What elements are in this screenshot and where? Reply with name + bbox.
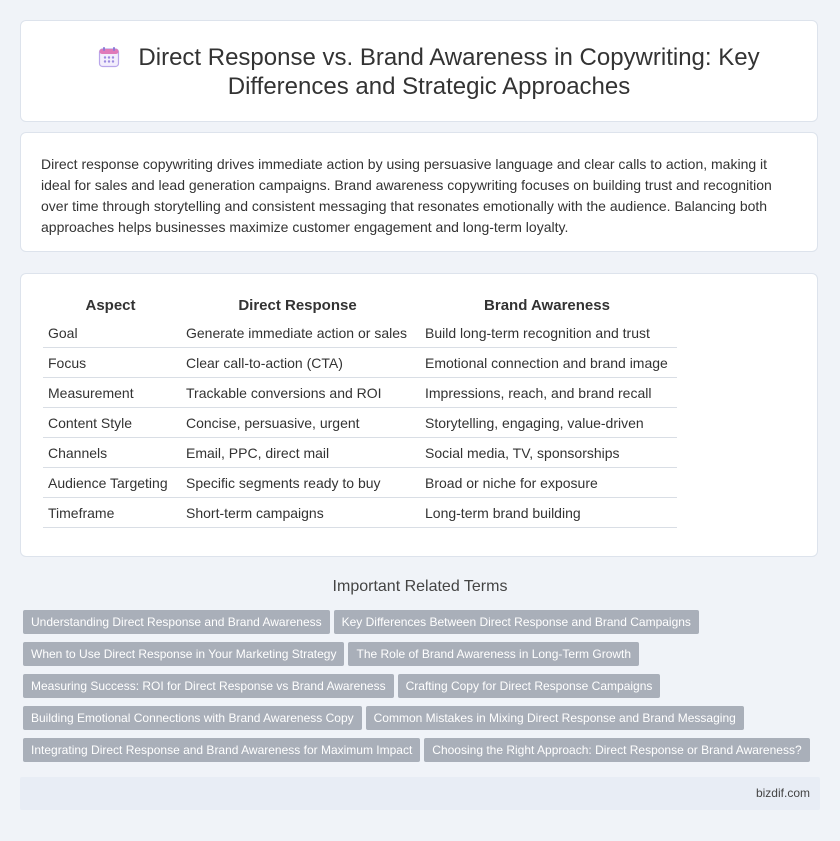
- table-cell: Focus: [43, 348, 178, 378]
- related-term-tag[interactable]: Building Emotional Connections with Brand Awareness Copy: [23, 706, 362, 730]
- page-title: Direct Response vs. Brand Awareness in Copywriting: Key Differences and Strategic Approaches: [138, 44, 760, 100]
- calendar-icon: [98, 46, 120, 68]
- table-row: [43, 348, 677, 378]
- related-term-tag[interactable]: Measuring Success: ROI for Direct Response vs Brand Awareness: [23, 674, 394, 698]
- related-term-tag[interactable]: The Role of Brand Awareness in Long-Term Growth: [348, 642, 639, 666]
- header-brand-awareness: Brand Awareness: [484, 296, 610, 314]
- header-aspect: Aspect: [85, 296, 136, 314]
- table-cell: Long-term brand building: [417, 498, 677, 528]
- table-header-row: [43, 296, 677, 318]
- page-title-wrap: [81, 43, 777, 101]
- table-cell: Trackable conversions and ROI: [178, 378, 417, 408]
- table-cell: Impressions, reach, and brand recall: [417, 378, 677, 408]
- table-cell: Storytelling, engaging, value-driven: [417, 408, 677, 438]
- table-row: [43, 318, 677, 348]
- table-cell: Emotional connection and brand image: [417, 348, 677, 378]
- table-cell: Timeframe: [43, 498, 178, 528]
- tag-row: [23, 642, 823, 666]
- table-cell: Audience Targeting: [43, 468, 178, 498]
- table-cell: Clear call-to-action (CTA): [178, 348, 417, 378]
- table-cell: Short-term campaigns: [178, 498, 417, 528]
- comparison-card: [20, 273, 818, 557]
- related-term-tag[interactable]: Crafting Copy for Direct Response Campaigns: [398, 674, 661, 698]
- related-term-tag[interactable]: Integrating Direct Response and Brand Awareness for Maximum Impact: [23, 738, 420, 762]
- table-cell: Specific segments ready to buy: [178, 468, 417, 498]
- comparison-table: [43, 296, 677, 528]
- tag-row: [23, 706, 823, 730]
- related-term-tag[interactable]: Key Differences Between Direct Response and Brand Campaigns: [334, 610, 699, 634]
- table-cell: Measurement: [43, 378, 178, 408]
- tag-row: [23, 610, 823, 634]
- related-terms-list: [23, 610, 823, 770]
- header-direct-response: Direct Response: [238, 296, 357, 314]
- table-cell: Build long-term recognition and trust: [417, 318, 677, 348]
- table-row: [43, 468, 677, 498]
- table-cell: Broad or niche for exposure: [417, 468, 677, 498]
- tag-row: [23, 674, 823, 698]
- footer-bar: [20, 777, 820, 810]
- title-card: [20, 20, 818, 122]
- table-cell: Generate immediate action or sales: [178, 318, 417, 348]
- table-cell: Email, PPC, direct mail: [178, 438, 417, 468]
- table-cell: Social media, TV, sponsorships: [417, 438, 677, 468]
- table-cell: Concise, persuasive, urgent: [178, 408, 417, 438]
- table-row: [43, 408, 677, 438]
- footer-site-link[interactable]: bizdif.com: [755, 786, 810, 800]
- related-terms-title: Important Related Terms: [332, 578, 508, 595]
- related-term-tag[interactable]: Choosing the Right Approach: Direct Response or Brand Awareness?: [424, 738, 809, 762]
- related-term-tag[interactable]: Understanding Direct Response and Brand Awareness: [23, 610, 330, 634]
- intro-card: [20, 132, 818, 252]
- intro-paragraph: Direct response copywriting drives immediate action by using persuasive language and clear calls to action, making it ideal for sales and lead generation campaigns. Brand awareness copywriting focuses on building trust and recognition over time through storytelling and consistent messaging that resonates emotionally with the audience. Balancing both approaches helps businesses maximize customer engagement and long-term loyalty.: [41, 156, 772, 235]
- table-row: [43, 378, 677, 408]
- related-term-tag[interactable]: When to Use Direct Response in Your Marketing Strategy: [23, 642, 344, 666]
- table-row: [43, 438, 677, 468]
- table-cell: Channels: [43, 438, 178, 468]
- tag-row: [23, 738, 823, 762]
- table-cell: Goal: [43, 318, 178, 348]
- table-row: [43, 498, 677, 528]
- table-cell: Content Style: [43, 408, 178, 438]
- related-term-tag[interactable]: Common Mistakes in Mixing Direct Response and Brand Messaging: [366, 706, 744, 730]
